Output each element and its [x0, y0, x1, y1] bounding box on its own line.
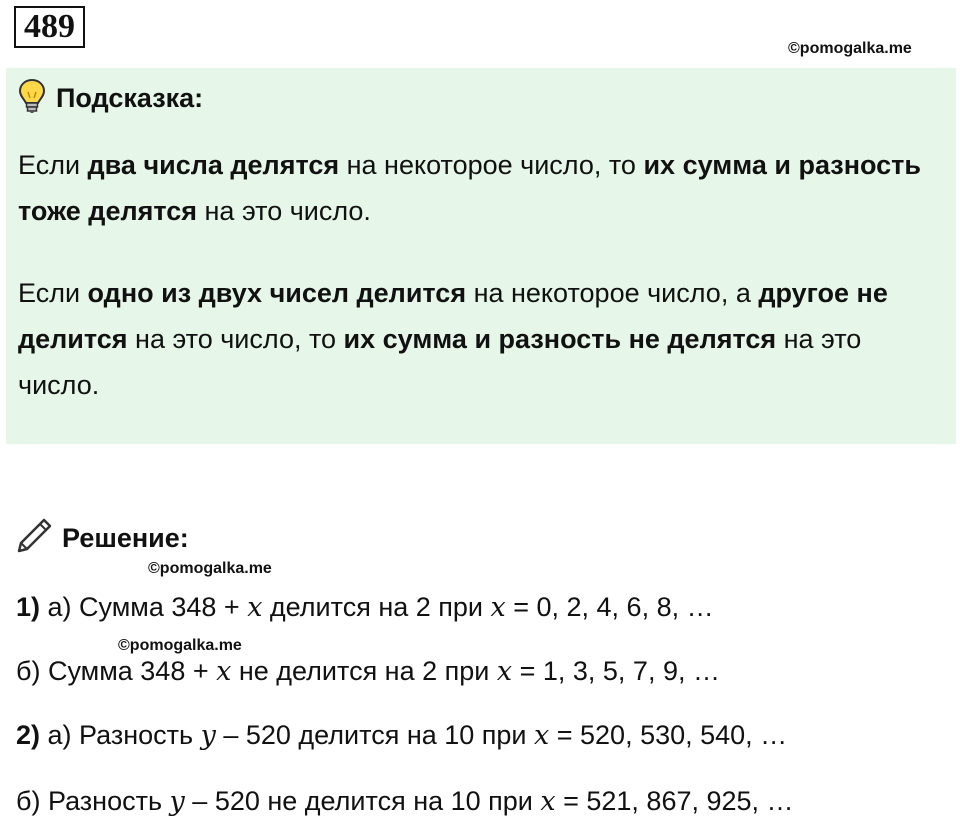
pencil-icon [14, 516, 54, 561]
text: на это число, то [127, 324, 344, 354]
solution-line [16, 718, 787, 753]
variable: x [247, 592, 263, 623]
solution-line [16, 590, 714, 625]
hint-box [6, 68, 956, 444]
solution-header [14, 518, 189, 558]
hint-title: Подсказка: [56, 82, 204, 113]
text: – 520 не делится на 10 при [184, 786, 541, 816]
variable: x [496, 656, 513, 687]
item-number: 1) [16, 592, 41, 622]
hint-paragraph-2 [18, 270, 942, 408]
bold-text: одно из двух чисел делится [87, 278, 467, 308]
bold-text: их сумма и разность тоже делятся [18, 150, 921, 226]
variable: x [216, 656, 232, 687]
variable: x [534, 720, 550, 751]
variable: x [540, 786, 556, 817]
watermark: ©pomogalka.me [118, 637, 242, 654]
hint-header [18, 80, 203, 116]
watermark: ©pomogalka.me [788, 40, 912, 57]
variable: y [169, 786, 185, 817]
text: а) Разность [40, 720, 201, 750]
text: делится на 2 при [262, 592, 491, 622]
problem-number: 489 [14, 6, 85, 48]
solution-line [16, 654, 720, 689]
text: на это число. [18, 324, 862, 400]
variable: x [490, 592, 506, 623]
text: – 520 делится на 10 при [215, 720, 535, 750]
text: не делится на 2 при [231, 656, 497, 686]
bold-text: два числа делятся [87, 150, 340, 180]
text: Если [18, 150, 88, 180]
bold-text: их сумма и разность не делятся [343, 324, 777, 354]
text: б) Разность [16, 786, 170, 816]
text: а) Сумма 348 + [40, 592, 248, 622]
text: Если [18, 278, 88, 308]
text: = 521, 867, 925, … [555, 786, 794, 816]
lightbulb-icon [18, 78, 46, 119]
hint-paragraph-1 [18, 142, 942, 234]
item-number: 2) [16, 720, 41, 750]
bold-text: другое не делится [18, 278, 888, 354]
text: на некоторое число, а [466, 278, 759, 308]
text: на это число. [197, 196, 371, 226]
variable: y [200, 720, 216, 751]
text: = 520, 530, 540, … [549, 720, 788, 750]
text: б) Сумма 348 + [16, 656, 217, 686]
text: = 0, 2, 4, 6, 8, … [505, 592, 714, 622]
solution-line [16, 784, 794, 819]
watermark: ©pomogalka.me [148, 560, 272, 577]
text: = 1, 3, 5, 7, 9, … [512, 656, 720, 686]
text: на некоторое число, то [339, 150, 644, 180]
solution-title: Решение: [62, 522, 189, 553]
